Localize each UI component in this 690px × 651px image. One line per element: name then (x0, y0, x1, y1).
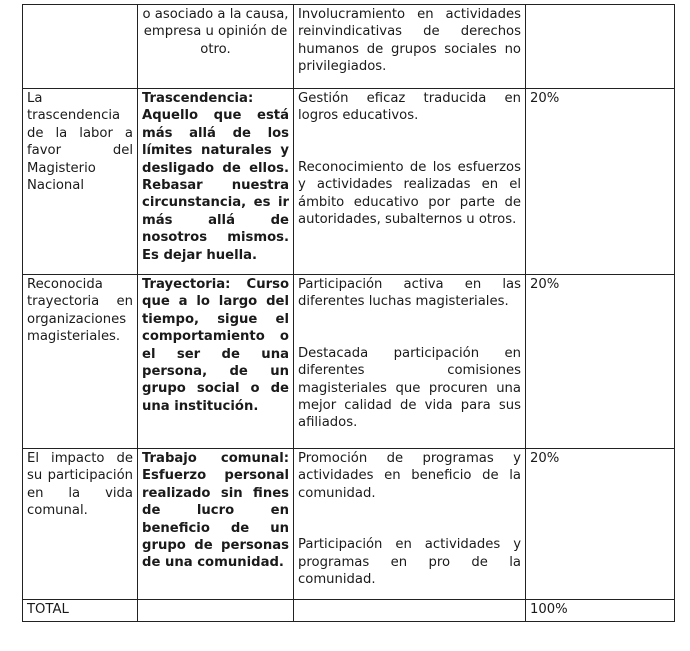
table-row (23, 275, 675, 449)
indicator-text: Participación en actividades y programas en pro de la comunidad. (298, 537, 521, 588)
weight-cell: 20% (526, 449, 675, 600)
indicator-text: Gestión eficaz traducida en logros educativos. (298, 91, 521, 124)
evaluation-table (22, 4, 675, 622)
table-row (23, 5, 675, 89)
indicators-cell (294, 449, 526, 600)
indicators-cell (294, 5, 526, 89)
table-row-total (23, 600, 675, 622)
weight-cell (526, 5, 675, 89)
table-row (23, 89, 675, 275)
criterion-cell (23, 5, 138, 89)
definition-cell: Trascendencia: Aquello que está más allá de los límites naturales y desligado de ellos. Rebasar nuestra circunstancia, es ir más allá de nosotros mismos. Es dejar huella. (138, 89, 294, 275)
criterion-cell: El impacto de su participación en la vida comunal. (23, 449, 138, 600)
indicator-text: Destacada participación en diferentes comisiones magisteriales que procuren una mejor calidad de vida para sus afiliados. (298, 345, 521, 431)
total-label: TOTAL (23, 600, 138, 622)
definition-cell: Trayectoria: Curso que a lo largo del tiempo, sigue el comportamiento o el ser de una persona, de un grupo social o de una institución. (138, 275, 294, 449)
indicator-text: Participación activa en las diferentes luchas magisteriales. (298, 277, 521, 310)
definition-cell: o asociado a la causa, empresa u opinión de otro. (138, 5, 294, 89)
empty-cell (294, 600, 526, 622)
criterion-cell: La trascendencia de la labor a favor del Magisterio Nacional (23, 89, 138, 275)
indicators-cell (294, 275, 526, 449)
table-row (23, 449, 675, 600)
indicator-text: Reconocimiento de los esfuerzos y actividades realizadas en el ámbito educativo por parte de autoridades, subalternos u otros. (298, 159, 521, 228)
indicators-cell (294, 89, 526, 275)
empty-cell (138, 600, 294, 622)
weight-cell: 20% (526, 275, 675, 449)
definition-cell: Trabajo comunal: Esfuerzo personal realizado sin fines de lucro en beneficio de un grupo de personas de una comunidad. (138, 449, 294, 600)
weight-cell: 20% (526, 89, 675, 275)
total-weight: 100% (526, 600, 675, 622)
indicator-text: Promoción de programas y actividades en beneficio de la comunidad. (298, 451, 521, 501)
criterion-cell: Reconocida trayectoria en organizaciones magisteriales. (23, 275, 138, 449)
indicator-text: Involucramiento en actividades reinvindicativas de derechos humanos de grupos sociales no privilegiados. (298, 7, 521, 75)
